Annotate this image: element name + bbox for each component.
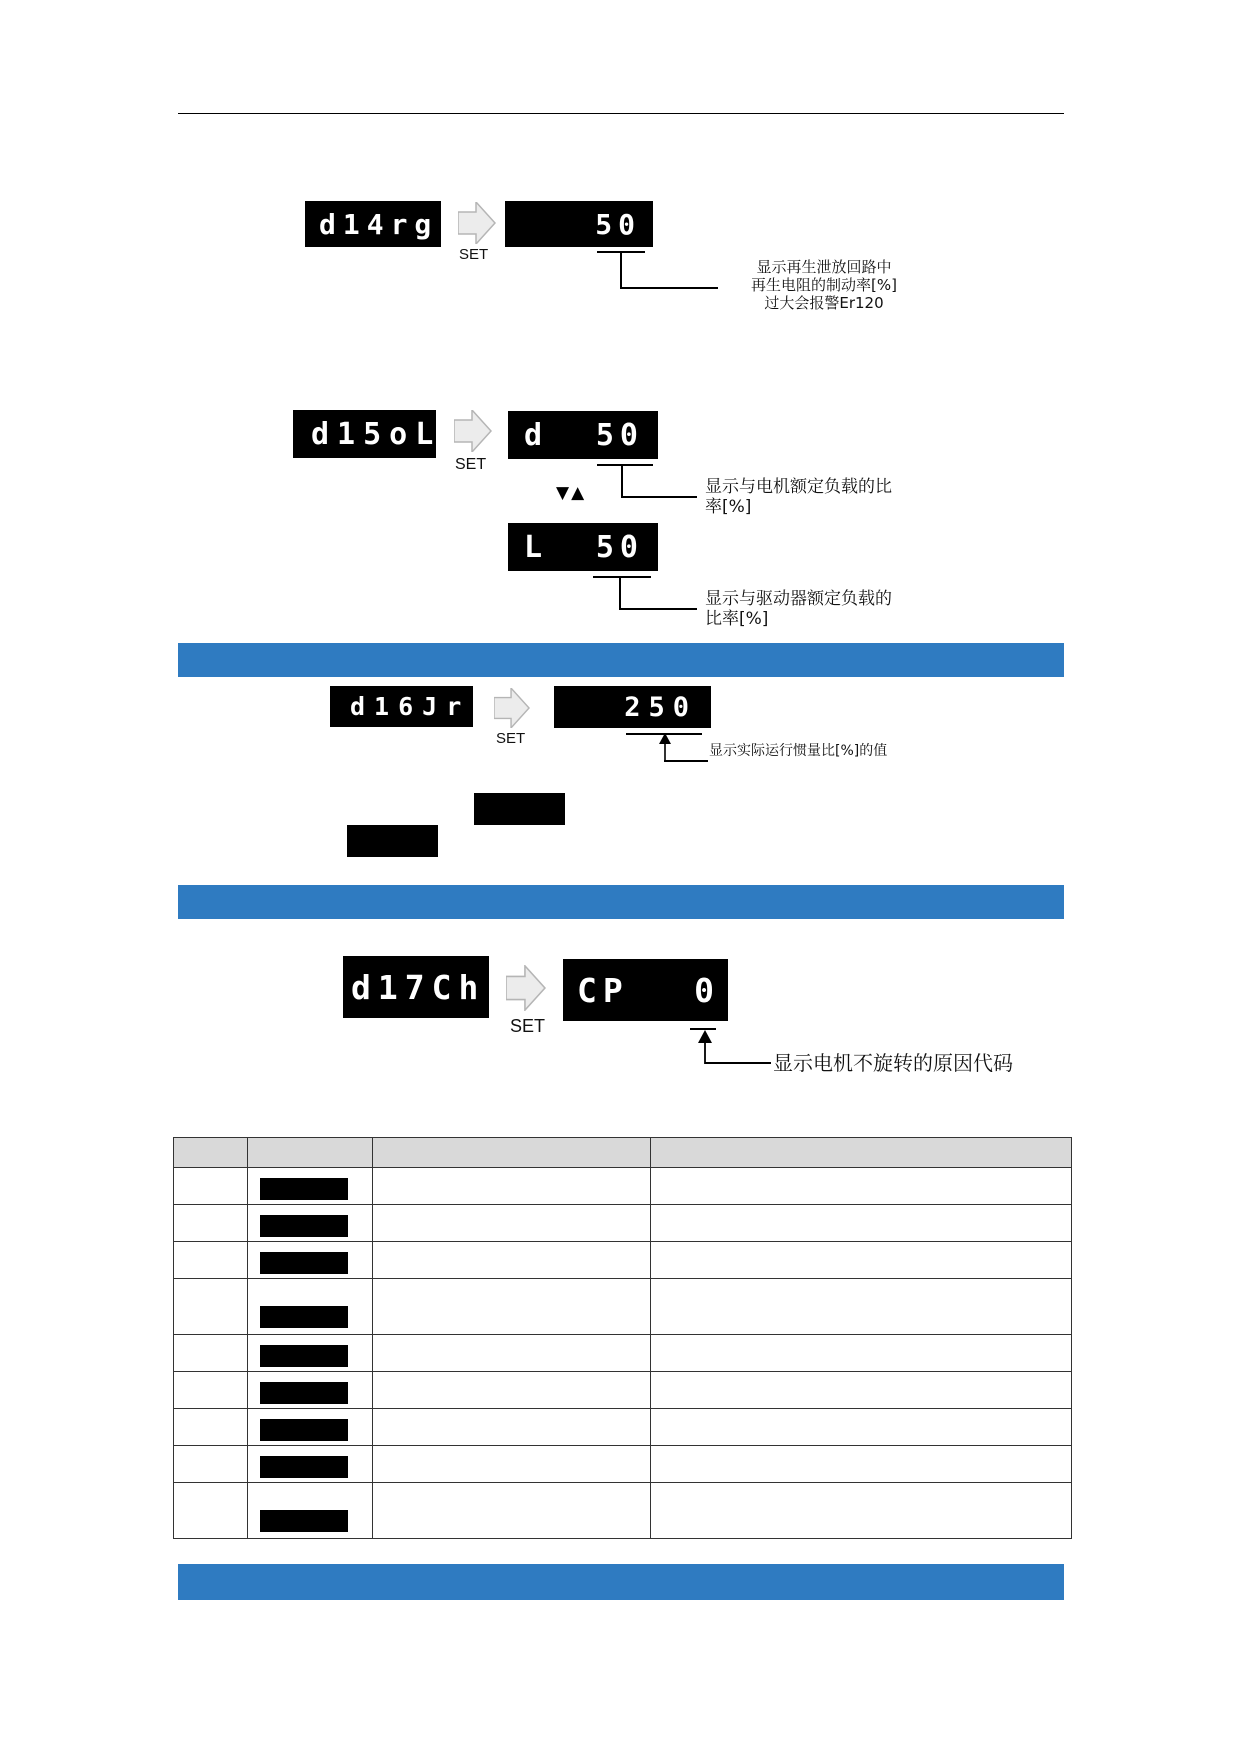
note-regen-rate: [724, 258, 924, 312]
note-line: 比率[%]: [705, 609, 769, 630]
redacted-display: [260, 1382, 348, 1404]
display-d17ch: [343, 956, 489, 1018]
leader-line-vertical: [619, 577, 621, 609]
section-bar: [178, 1564, 1064, 1600]
note-line: 率[%]: [705, 497, 752, 518]
leader-line-vertical: [621, 465, 623, 497]
table-row: [174, 1279, 1072, 1335]
display-prefix: d: [524, 417, 543, 453]
leader-line-horizontal: [621, 496, 697, 498]
leader-line-horizontal: [664, 760, 708, 762]
table-row: [174, 1205, 1072, 1242]
display-no-rotation-cause: [563, 959, 728, 1021]
leader-line-horizontal: [620, 287, 718, 289]
redacted-display: [260, 1215, 348, 1237]
table-header-row: [174, 1138, 1072, 1168]
display-code: d16Jr: [350, 692, 471, 721]
table-row: [174, 1242, 1072, 1279]
down-up-arrow-icons: ▼▲: [556, 483, 587, 503]
set-label: SET: [496, 730, 526, 747]
redacted-display: [260, 1252, 348, 1274]
redacted-display: [260, 1456, 348, 1478]
display-code: d15oL: [311, 416, 442, 452]
pointer-arrow-icon: [658, 733, 672, 761]
redacted-display: [347, 825, 438, 857]
redacted-display: [260, 1419, 348, 1441]
table-header-cell: [174, 1138, 248, 1168]
set-label: SET: [459, 246, 489, 263]
leader-line-horizontal: [619, 608, 697, 610]
set-label: SET: [510, 1016, 546, 1036]
display-value-d16: [554, 686, 711, 728]
set-label: SET: [455, 456, 487, 473]
arrow-right-icon: [494, 688, 530, 728]
underline-mark: [593, 576, 651, 578]
note-inertia-ratio: 显示实际运行惯量比[%]的值: [709, 743, 888, 759]
display-d15ol: [293, 410, 442, 458]
note-line: 显示与电机额定负载的比: [705, 477, 892, 497]
pointer-arrow-icon: [697, 1030, 713, 1064]
redacted-display: [260, 1345, 348, 1367]
arrow-right-icon: [454, 410, 492, 452]
display-value: 50: [595, 207, 641, 241]
cause-code-table: [173, 1137, 1072, 1539]
display-value: 0: [694, 970, 714, 1010]
section-bar: [178, 885, 1064, 919]
redacted-display: [260, 1510, 348, 1532]
note-line: 显示与驱动器额定负载的: [705, 589, 892, 609]
table-row: [174, 1168, 1072, 1205]
section-bar: [178, 643, 1064, 677]
table-row: [174, 1446, 1072, 1483]
display-prefix: CP: [577, 970, 629, 1010]
display-value: 250: [624, 691, 697, 723]
note-motor-load: [705, 477, 935, 518]
table-header-cell: [373, 1138, 651, 1168]
note-line: 再生电阻的制动率[%]: [751, 276, 897, 294]
table-row: [174, 1409, 1072, 1446]
display-code: d17Ch: [351, 967, 486, 1007]
arrow-right-icon: [506, 965, 546, 1011]
note-line: 过大会报警Er120: [764, 294, 884, 312]
note-no-rotation-cause: 显示电机不旋转的原因代码: [773, 1051, 1013, 1075]
leader-line-vertical: [620, 252, 622, 288]
display-value: 50: [595, 417, 644, 453]
arrow-right-icon: [458, 202, 496, 244]
redacted-display: [260, 1306, 348, 1328]
table-row: [174, 1483, 1072, 1539]
display-value: 50: [595, 529, 644, 565]
note-line: 显示再生泄放回路中: [756, 258, 892, 276]
table-row: [174, 1372, 1072, 1409]
header-rule: [178, 113, 1064, 114]
display-code: d14rg: [319, 207, 439, 241]
table-header-cell: [651, 1138, 1072, 1168]
display-motor-load: [508, 411, 658, 459]
redacted-display: [474, 793, 565, 825]
display-value-d14: [505, 201, 653, 247]
display-prefix: L: [524, 529, 543, 565]
table-row: [174, 1335, 1072, 1372]
redacted-display: [260, 1178, 348, 1200]
underline-mark: [597, 464, 653, 466]
leader-line-horizontal: [705, 1062, 771, 1064]
display-d14rg: [305, 201, 441, 247]
note-drive-load: [705, 589, 935, 630]
display-d16jr: [330, 686, 473, 727]
table-header-cell: [248, 1138, 373, 1168]
display-drive-load: [508, 523, 658, 571]
